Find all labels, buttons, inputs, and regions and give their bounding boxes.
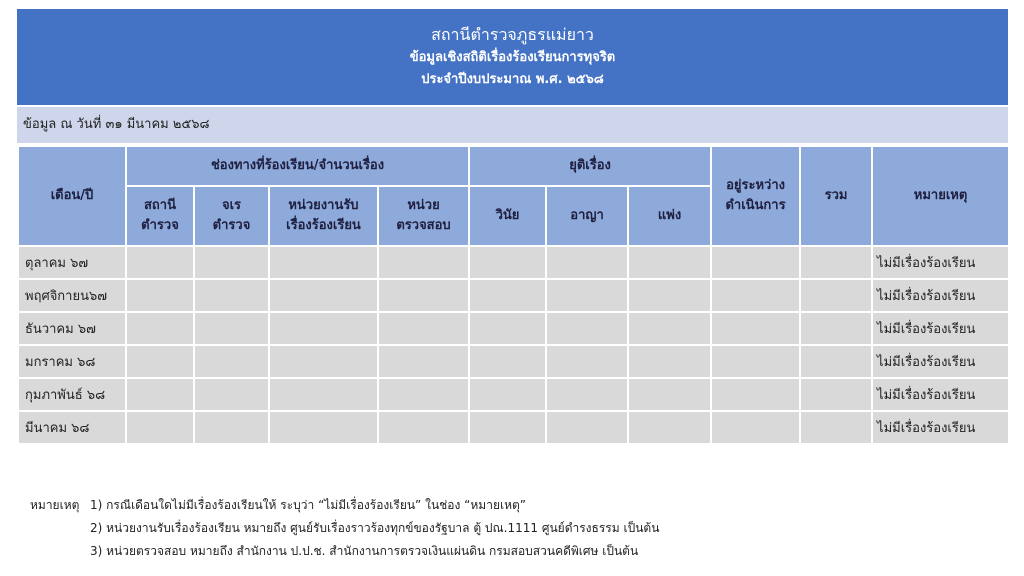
row-month: มกราคม ๖๘ bbox=[18, 345, 126, 378]
cell-empty bbox=[378, 345, 469, 378]
cell-empty bbox=[711, 378, 800, 411]
cell-empty bbox=[194, 312, 269, 345]
report-container bbox=[17, 9, 1008, 445]
table-row bbox=[18, 312, 1009, 345]
cell-empty bbox=[378, 279, 469, 312]
header-channel-station bbox=[126, 186, 194, 246]
header-channel-agency-line2: เรื่องร้องเรียน bbox=[286, 218, 361, 233]
cell-empty bbox=[546, 378, 628, 411]
cell-empty bbox=[711, 279, 800, 312]
header-pending bbox=[711, 146, 800, 246]
cell-empty bbox=[194, 279, 269, 312]
cell-empty bbox=[469, 378, 546, 411]
cell-empty bbox=[469, 312, 546, 345]
cell-empty bbox=[628, 246, 711, 279]
cell-empty bbox=[194, 411, 269, 444]
footnotes bbox=[30, 494, 659, 563]
cell-empty bbox=[711, 411, 800, 444]
cell-empty bbox=[126, 312, 194, 345]
fiscal-year: ประจำปีงบประมาณ พ.ศ. ๒๕๖๘ bbox=[421, 72, 604, 87]
footnote-3 bbox=[30, 540, 659, 563]
row-remark: ไม่มีเรื่องร้องเรียน bbox=[872, 345, 1009, 378]
cell-empty bbox=[546, 312, 628, 345]
header-channel-patrol-line1: จเร bbox=[221, 198, 242, 213]
cell-empty bbox=[628, 312, 711, 345]
footnote-text-2: 2) หน่วยงานรับเรื่องร้องเรียน หมายถึง ศูนย์รับเรื่องราวร้องทุกข์ของรัฐบาล ตู้ ปณ.1111 ศูนย์ดำรงธรรม เป็นต้น bbox=[90, 521, 660, 535]
row-month: ตุลาคม ๖๗ bbox=[18, 246, 126, 279]
cell-empty bbox=[546, 246, 628, 279]
cell-empty bbox=[469, 411, 546, 444]
row-remark: ไม่มีเรื่องร้องเรียน bbox=[872, 279, 1009, 312]
cell-empty bbox=[126, 246, 194, 279]
table-row bbox=[18, 246, 1009, 279]
header-closed-civil: แพ่ง bbox=[628, 186, 711, 246]
cell-empty bbox=[800, 378, 872, 411]
cell-empty bbox=[378, 312, 469, 345]
cell-empty bbox=[800, 279, 872, 312]
header-closed: ยุติเรื่อง bbox=[469, 146, 711, 186]
cell-empty bbox=[800, 312, 872, 345]
row-remark: ไม่มีเรื่องร้องเรียน bbox=[872, 246, 1009, 279]
cell-empty bbox=[378, 411, 469, 444]
footnote-label: หมายเหตุ bbox=[30, 498, 80, 512]
cell-empty bbox=[269, 246, 378, 279]
cell-empty bbox=[269, 345, 378, 378]
cell-empty bbox=[546, 411, 628, 444]
as-of-date: ข้อมูล ณ วันที่ ๓๑ มีนาคม ๒๕๖๘ bbox=[17, 107, 1008, 145]
cell-empty bbox=[711, 345, 800, 378]
cell-empty bbox=[194, 345, 269, 378]
cell-empty bbox=[469, 246, 546, 279]
cell-empty bbox=[269, 312, 378, 345]
header-channel-audit bbox=[378, 186, 469, 246]
cell-empty bbox=[711, 312, 800, 345]
cell-empty bbox=[628, 411, 711, 444]
cell-empty bbox=[194, 378, 269, 411]
header-channel-patrol bbox=[194, 186, 269, 246]
cell-empty bbox=[269, 279, 378, 312]
header-pending-line2: ดำเนินการ bbox=[725, 198, 786, 213]
table-row bbox=[18, 279, 1009, 312]
complaint-statistics-table bbox=[17, 145, 1010, 445]
cell-empty bbox=[711, 246, 800, 279]
cell-empty bbox=[126, 411, 194, 444]
row-month: กุมภาพันธ์ ๖๘ bbox=[18, 378, 126, 411]
row-remark: ไม่มีเรื่องร้องเรียน bbox=[872, 378, 1009, 411]
cell-empty bbox=[378, 378, 469, 411]
header-channel-station-line1: สถานี bbox=[144, 198, 176, 213]
cell-empty bbox=[800, 411, 872, 444]
footnote-text-1: 1) กรณีเดือนใดไม่มีเรื่องร้องเรียนให้ ระบุว่า “ไม่มีเรื่องร้องเรียน” ในช่อง “หมายเหตุ” bbox=[90, 498, 527, 512]
header-channel-agency bbox=[269, 186, 378, 246]
header-channel-audit-line1: หน่วย bbox=[407, 198, 440, 213]
header-channel-agency-line1: หน่วยงานรับ bbox=[288, 198, 359, 213]
cell-empty bbox=[469, 345, 546, 378]
header-channel-patrol-line2: ตำรวจ bbox=[212, 218, 251, 233]
cell-empty bbox=[269, 411, 378, 444]
row-month: พฤศจิกายน๖๗ bbox=[18, 279, 126, 312]
row-month: ธันวาคม ๖๗ bbox=[18, 312, 126, 345]
header-channels: ช่องทางที่ร้องเรียน/จำนวนเรื่อง bbox=[126, 146, 469, 186]
table-row bbox=[18, 345, 1009, 378]
cell-empty bbox=[126, 279, 194, 312]
report-subject: ข้อมูลเชิงสถิติเรื่องร้องเรียนการทุจริต bbox=[409, 50, 616, 65]
station-name: สถานีตำรวจภูธรแม่ยาว bbox=[431, 25, 594, 44]
cell-empty bbox=[269, 378, 378, 411]
footnote-text-3: 3) หน่วยตรวจสอบ หมายถึง สำนักงาน ป.ป.ช. สำนักงานการตรวจเงินแผ่นดิน กรมสอบสวนคดีพิเศษ เป็นต้น bbox=[90, 544, 639, 558]
header-remark: หมายเหตุ bbox=[872, 146, 1009, 246]
footnote-2 bbox=[30, 517, 659, 540]
cell-empty bbox=[378, 246, 469, 279]
cell-empty bbox=[546, 345, 628, 378]
header-pending-line1: อยู่ระหว่าง bbox=[726, 178, 785, 193]
cell-empty bbox=[469, 279, 546, 312]
table-row bbox=[18, 378, 1009, 411]
cell-empty bbox=[546, 279, 628, 312]
cell-empty bbox=[800, 246, 872, 279]
header-total: รวม bbox=[800, 146, 872, 246]
row-remark: ไม่มีเรื่องร้องเรียน bbox=[872, 411, 1009, 444]
cell-empty bbox=[628, 345, 711, 378]
cell-empty bbox=[628, 378, 711, 411]
cell-empty bbox=[800, 345, 872, 378]
report-title-block bbox=[17, 9, 1008, 107]
row-month: มีนาคม ๖๘ bbox=[18, 411, 126, 444]
cell-empty bbox=[628, 279, 711, 312]
row-remark: ไม่มีเรื่องร้องเรียน bbox=[872, 312, 1009, 345]
header-month: เดือน/ปี bbox=[18, 146, 126, 246]
header-channel-station-line2: ตำรวจ bbox=[141, 218, 179, 233]
cell-empty bbox=[126, 345, 194, 378]
table-row bbox=[18, 411, 1009, 444]
cell-empty bbox=[194, 246, 269, 279]
header-closed-discipline: วินัย bbox=[469, 186, 546, 246]
header-closed-criminal: อาญา bbox=[546, 186, 628, 246]
cell-empty bbox=[126, 378, 194, 411]
footnote-1 bbox=[30, 494, 659, 517]
header-channel-audit-line2: ตรวจสอบ bbox=[396, 218, 451, 233]
